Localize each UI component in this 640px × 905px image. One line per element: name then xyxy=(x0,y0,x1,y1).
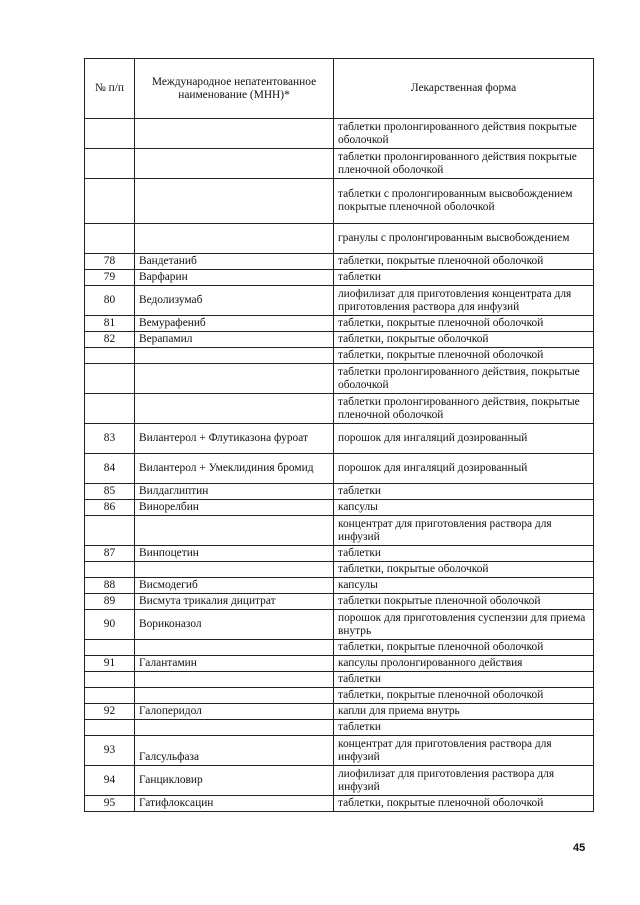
row-number-cell xyxy=(85,688,135,704)
dosage-form-cell: капли для приема внутрь xyxy=(334,704,594,720)
dosage-form-cell: таблетки xyxy=(334,270,594,286)
drug-name-cell: Вилантерол + Флутиказона фуроат xyxy=(135,424,334,454)
row-number-cell: 86 xyxy=(85,500,135,516)
dosage-form-cell: таблетки покрытые пленочной оболочкой xyxy=(334,594,594,610)
dosage-form-cell: таблетки, покрытые пленочной оболочкой xyxy=(334,316,594,332)
row-number-cell xyxy=(85,394,135,424)
drug-name-cell xyxy=(135,720,334,736)
row-number-cell xyxy=(85,179,135,224)
table-row xyxy=(85,119,594,149)
row-number-cell xyxy=(85,224,135,254)
row-number-cell xyxy=(85,149,135,179)
row-number-cell: 84 xyxy=(85,454,135,484)
table-header-row xyxy=(85,59,594,119)
table-row xyxy=(85,594,594,610)
dosage-form-cell: таблетки, покрытые оболочкой xyxy=(334,332,594,348)
table-row xyxy=(85,796,594,812)
table-row xyxy=(85,254,594,270)
drug-name-cell: Верапамил xyxy=(135,332,334,348)
table-row xyxy=(85,562,594,578)
dosage-form-cell: концентрат для приготовления раствора для инфузий xyxy=(334,516,594,546)
table-row xyxy=(85,348,594,364)
drug-name-cell: Ганцикловир xyxy=(135,766,334,796)
dosage-form-cell: таблетки xyxy=(334,720,594,736)
row-number-cell: 88 xyxy=(85,578,135,594)
row-number-cell xyxy=(85,119,135,149)
drug-name-cell: Варфарин xyxy=(135,270,334,286)
row-number-cell: 83 xyxy=(85,424,135,454)
dosage-form-cell: таблетки пролонгированного действия покрытые пленочной оболочкой xyxy=(334,149,594,179)
drug-name-cell: Галсульфаза xyxy=(135,736,334,766)
table-body xyxy=(85,119,594,812)
row-number-cell xyxy=(85,640,135,656)
row-number-cell: 91 xyxy=(85,656,135,672)
dosage-form-cell: капсулы пролонгированного действия xyxy=(334,656,594,672)
table-row xyxy=(85,720,594,736)
row-number-cell xyxy=(85,672,135,688)
row-number-cell: 82 xyxy=(85,332,135,348)
dosage-form-cell: капсулы xyxy=(334,500,594,516)
row-number-cell: 79 xyxy=(85,270,135,286)
row-number-cell: 80 xyxy=(85,286,135,316)
drug-name-cell xyxy=(135,149,334,179)
row-number-cell: 87 xyxy=(85,546,135,562)
drug-name-cell xyxy=(135,224,334,254)
header-dosage-form: Лекарственная форма xyxy=(334,59,594,119)
dosage-form-cell: таблетки пролонгированного действия покрытые оболочкой xyxy=(334,119,594,149)
drug-name-cell xyxy=(135,394,334,424)
table-row xyxy=(85,454,594,484)
row-number-cell: 90 xyxy=(85,610,135,640)
dosage-form-cell: таблетки, покрытые пленочной оболочкой xyxy=(334,348,594,364)
row-number-cell: 93 xyxy=(85,736,135,766)
dosage-form-cell: лиофилизат для приготовления концентрата для приготовления раствора для инфузий xyxy=(334,286,594,316)
dosage-form-cell: гранулы с пролонгированным высвобождением xyxy=(334,224,594,254)
dosage-form-cell: капсулы xyxy=(334,578,594,594)
drug-name-cell xyxy=(135,688,334,704)
table-row xyxy=(85,364,594,394)
drug-name-cell: Галоперидол xyxy=(135,704,334,720)
table-row xyxy=(85,179,594,224)
dosage-form-cell: таблетки xyxy=(334,484,594,500)
dosage-form-cell: таблетки xyxy=(334,546,594,562)
drug-name-cell xyxy=(135,348,334,364)
drug-table xyxy=(84,58,594,812)
table-row xyxy=(85,736,594,766)
dosage-form-cell: таблетки пролонгированного действия, покрытые пленочной оболочкой xyxy=(334,394,594,424)
row-number-cell xyxy=(85,348,135,364)
dosage-form-cell: порошок для ингаляций дозированный xyxy=(334,454,594,484)
dosage-form-cell: порошок для приготовления суспензии для приема внутрь xyxy=(334,610,594,640)
row-number-cell: 92 xyxy=(85,704,135,720)
row-number-cell: 85 xyxy=(85,484,135,500)
drug-name-cell xyxy=(135,640,334,656)
drug-name-cell: Висмодегиб xyxy=(135,578,334,594)
drug-name-cell: Вориконазол xyxy=(135,610,334,640)
table-row xyxy=(85,332,594,348)
header-inn-name: Международное непатентованное наименование (МНН)* xyxy=(135,59,334,119)
dosage-form-cell: порошок для ингаляций дозированный xyxy=(334,424,594,454)
dosage-form-cell: таблетки с пролонгированным высвобождением покрытые пленочной оболочкой xyxy=(334,179,594,224)
drug-name-cell: Вилантерол + Умеклидиния бромид xyxy=(135,454,334,484)
drug-name-cell: Ведолизумаб xyxy=(135,286,334,316)
row-number-cell: 78 xyxy=(85,254,135,270)
table-row xyxy=(85,578,594,594)
header-number: № п/п xyxy=(85,59,135,119)
dosage-form-cell: концентрат для приготовления раствора для инфузий xyxy=(334,736,594,766)
row-number-cell xyxy=(85,562,135,578)
table-row xyxy=(85,394,594,424)
table-row xyxy=(85,546,594,562)
drug-name-cell: Винпоцетин xyxy=(135,546,334,562)
table-row xyxy=(85,149,594,179)
row-number-cell: 81 xyxy=(85,316,135,332)
table-row xyxy=(85,640,594,656)
table-row xyxy=(85,672,594,688)
table-row xyxy=(85,766,594,796)
table-row xyxy=(85,704,594,720)
drug-name-cell xyxy=(135,119,334,149)
dosage-form-cell: таблетки, покрытые пленочной оболочкой xyxy=(334,640,594,656)
dosage-form-cell: таблетки xyxy=(334,672,594,688)
table-row xyxy=(85,224,594,254)
table-row xyxy=(85,484,594,500)
table-row xyxy=(85,500,594,516)
drug-name-cell xyxy=(135,364,334,394)
table-row xyxy=(85,316,594,332)
row-number-cell: 89 xyxy=(85,594,135,610)
table-row xyxy=(85,516,594,546)
drug-name-cell xyxy=(135,516,334,546)
page-number: 45 xyxy=(573,842,586,854)
table-row xyxy=(85,270,594,286)
drug-name-cell xyxy=(135,179,334,224)
row-number-cell xyxy=(85,364,135,394)
row-number-cell xyxy=(85,720,135,736)
table-row xyxy=(85,286,594,316)
drug-name-cell xyxy=(135,672,334,688)
row-number-cell: 94 xyxy=(85,766,135,796)
dosage-form-cell: таблетки, покрытые пленочной оболочкой xyxy=(334,796,594,812)
dosage-form-cell: таблетки, покрытые пленочной оболочкой xyxy=(334,688,594,704)
drug-name-cell: Галантамин xyxy=(135,656,334,672)
table-row xyxy=(85,610,594,640)
drug-name-cell: Вилдаглиптин xyxy=(135,484,334,500)
dosage-form-cell: таблетки, покрытые оболочкой xyxy=(334,562,594,578)
dosage-form-cell: таблетки пролонгированного действия, покрытые оболочкой xyxy=(334,364,594,394)
dosage-form-cell: таблетки, покрытые пленочной оболочкой xyxy=(334,254,594,270)
drug-name-cell: Винорелбин xyxy=(135,500,334,516)
table-row xyxy=(85,424,594,454)
table-row xyxy=(85,656,594,672)
drug-name-cell: Вандетаниб xyxy=(135,254,334,270)
row-number-cell: 95 xyxy=(85,796,135,812)
drug-name-cell: Висмута трикалия дицитрат xyxy=(135,594,334,610)
drug-name-cell xyxy=(135,562,334,578)
drug-name-cell: Гатифлоксацин xyxy=(135,796,334,812)
row-number-cell xyxy=(85,516,135,546)
drug-list-page xyxy=(84,58,593,812)
table-row xyxy=(85,688,594,704)
drug-name-cell: Вемурафениб xyxy=(135,316,334,332)
dosage-form-cell: лиофилизат для приготовления раствора для инфузий xyxy=(334,766,594,796)
